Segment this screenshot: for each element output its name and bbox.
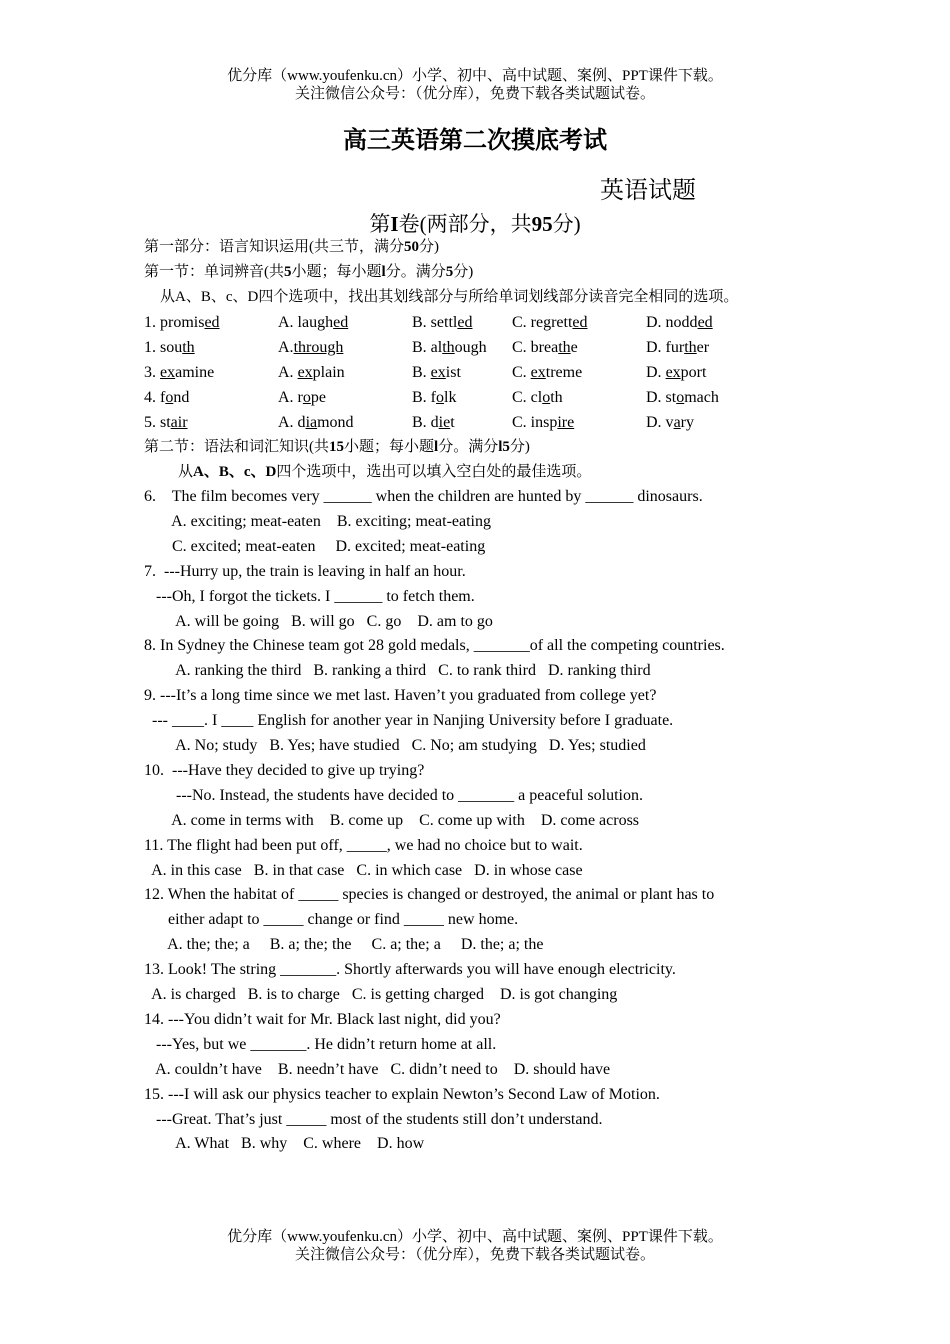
question-line: 15. ---I will ask our physics teacher to explain Newton’s Second Law of Motion. — [144, 1085, 660, 1103]
page-title: 高三英语第二次摸底考试 — [343, 125, 607, 154]
question-line: 11. The flight had been put off, _____, we had no choice but to wait. — [144, 836, 583, 854]
phonetics-option: A. explain — [278, 364, 345, 381]
question-line: 9. ---It’s a long time since we met last. Haven’t you graduated from college yet? — [144, 687, 657, 705]
question-line: A. come in terms with B. come up C. come up with D. come across — [144, 811, 640, 829]
question-line: 13. Look! The string _______. Shortly afterwards you will have enough electricity. — [144, 961, 676, 979]
footer-line-1: 优分库（www.youfenku.cn）小学、初中、高中试题、案例、PPT课件下载。 — [227, 1229, 723, 1245]
phonetics-word: 5. stair — [144, 414, 188, 431]
exam-subtitle: 英语试题 — [600, 176, 696, 204]
section-two-instructions: 从A、B、c、D四个选项中，选出可以填入空白处的最佳选项。 — [178, 464, 592, 480]
question-line: A. What B. why C. where D. how — [144, 1135, 425, 1153]
phonetics-option: C. cloth — [512, 389, 563, 406]
phonetics-option: D. nodded — [646, 314, 713, 331]
question-line: 8. In Sydney the Chinese team got 28 gold medals, _______of all the competing countries. — [144, 637, 725, 655]
question-line: 6. The film becomes very ______ when the children are hunted by ______ dinosaurs. — [144, 488, 703, 505]
phonetics-option: A.through — [278, 339, 344, 356]
question-line: C. excited; meat-eaten D. excited; meat-eating — [144, 537, 486, 555]
question-line: A. will be going B. will go C. go D. am to go — [144, 612, 493, 630]
header-line-1: 优分库（www.youfenku.cn）小学、初中、高中试题、案例、PPT课件下载。 — [227, 68, 723, 84]
phonetics-option: D. export — [646, 364, 707, 381]
question-line: ---Yes, but we _______. He didn’t return home at all. — [144, 1035, 497, 1053]
phonetics-option: B. although — [412, 339, 487, 356]
section-one-instructions: 从A、B、c、D四个选项中，找出其划线部分与所给单词划线部分读音完全相同的选项。 — [160, 289, 739, 305]
question-line: ---Great. That’s just _____ most of the students still don’t understand. — [144, 1110, 603, 1128]
question-line: A. exciting; meat-eaten B. exciting; meat-eating — [144, 512, 491, 530]
phonetics-word: 1. promised — [144, 314, 220, 331]
question-line: A. No; study B. Yes; have studied C. No; am studying D. Yes; studied — [144, 737, 646, 754]
phonetics-option: A. laughed — [278, 314, 349, 331]
question-line: ---Oh, I forgot the tickets. I ______ to fetch them. — [144, 587, 475, 605]
question-line: A. the; the; a B. a; the; the C. a; the; a D. the; a; the — [144, 936, 544, 954]
header-line-2: 关注微信公众号：（优分库），免费下载各类试题试卷。 — [294, 86, 655, 102]
phonetics-word: 1. south — [144, 339, 195, 356]
phonetics-option: D. vary — [646, 414, 694, 431]
question-line: ---No. Instead, the students have decided to _______ a peaceful solution. — [144, 786, 643, 804]
phonetics-option: B. folk — [412, 389, 457, 406]
question-line: A. ranking the third B. ranking a third C. to rank third D. ranking third — [144, 662, 651, 680]
question-line: A. couldn’t have B. needn’t have C. didn’t need to D. should have — [144, 1060, 611, 1078]
phonetics-option: B. diet — [412, 414, 455, 431]
part-one-heading: 第一部分：语言知识运用(共三节，满分50分) — [144, 239, 439, 255]
question-line: A. in this case B. in that case C. in which case D. in whose case — [144, 861, 583, 879]
phonetics-option: D. further — [646, 339, 710, 356]
question-line: either adapt to _____ change or find _____ new home. — [144, 911, 519, 929]
phonetics-word: 3. examine — [144, 364, 215, 381]
question-line: 10. ---Have they decided to give up trying? — [144, 761, 425, 779]
question-line: 14. ---You didn’t wait for Mr. Black last night, did you? — [144, 1010, 501, 1028]
question-line: 12. When the habitat of _____ species is changed or destroyed, the animal or plant has to — [144, 886, 715, 904]
phonetics-option: B. settled — [412, 314, 473, 331]
volume-heading: 第I卷(两部分，共95分) — [369, 212, 581, 236]
phonetics-option: C. regretted — [512, 314, 588, 331]
phonetics-option: D. stomach — [646, 389, 719, 406]
question-line: --- ____. I ____ English for another year in Nanjing University before I graduate. — [144, 712, 674, 730]
section-one-heading: 第一节：单词辨音(共5小题；每小题l分。满分5分) — [144, 264, 474, 280]
phonetics-word: 4. fond — [144, 389, 190, 406]
phonetics-option: C. inspire — [512, 414, 575, 431]
phonetics-option: A. rope — [278, 389, 326, 406]
section-two-heading: 第二节：语法和词汇知识(共15小题；每小题l分。满分l5分) — [144, 439, 530, 455]
question-line: A. is charged B. is to charge C. is getting charged D. is got changing — [144, 986, 618, 1003]
phonetics-option: B. exist — [412, 364, 461, 381]
footer-line-2: 关注微信公众号：（优分库），免费下载各类试题试卷。 — [294, 1247, 655, 1263]
phonetics-option: C. extreme — [512, 364, 583, 381]
phonetics-option: C. breathe — [512, 339, 578, 356]
question-line: 7. ---Hurry up, the train is leaving in half an hour. — [144, 562, 466, 580]
phonetics-option: A. diamond — [278, 414, 354, 431]
